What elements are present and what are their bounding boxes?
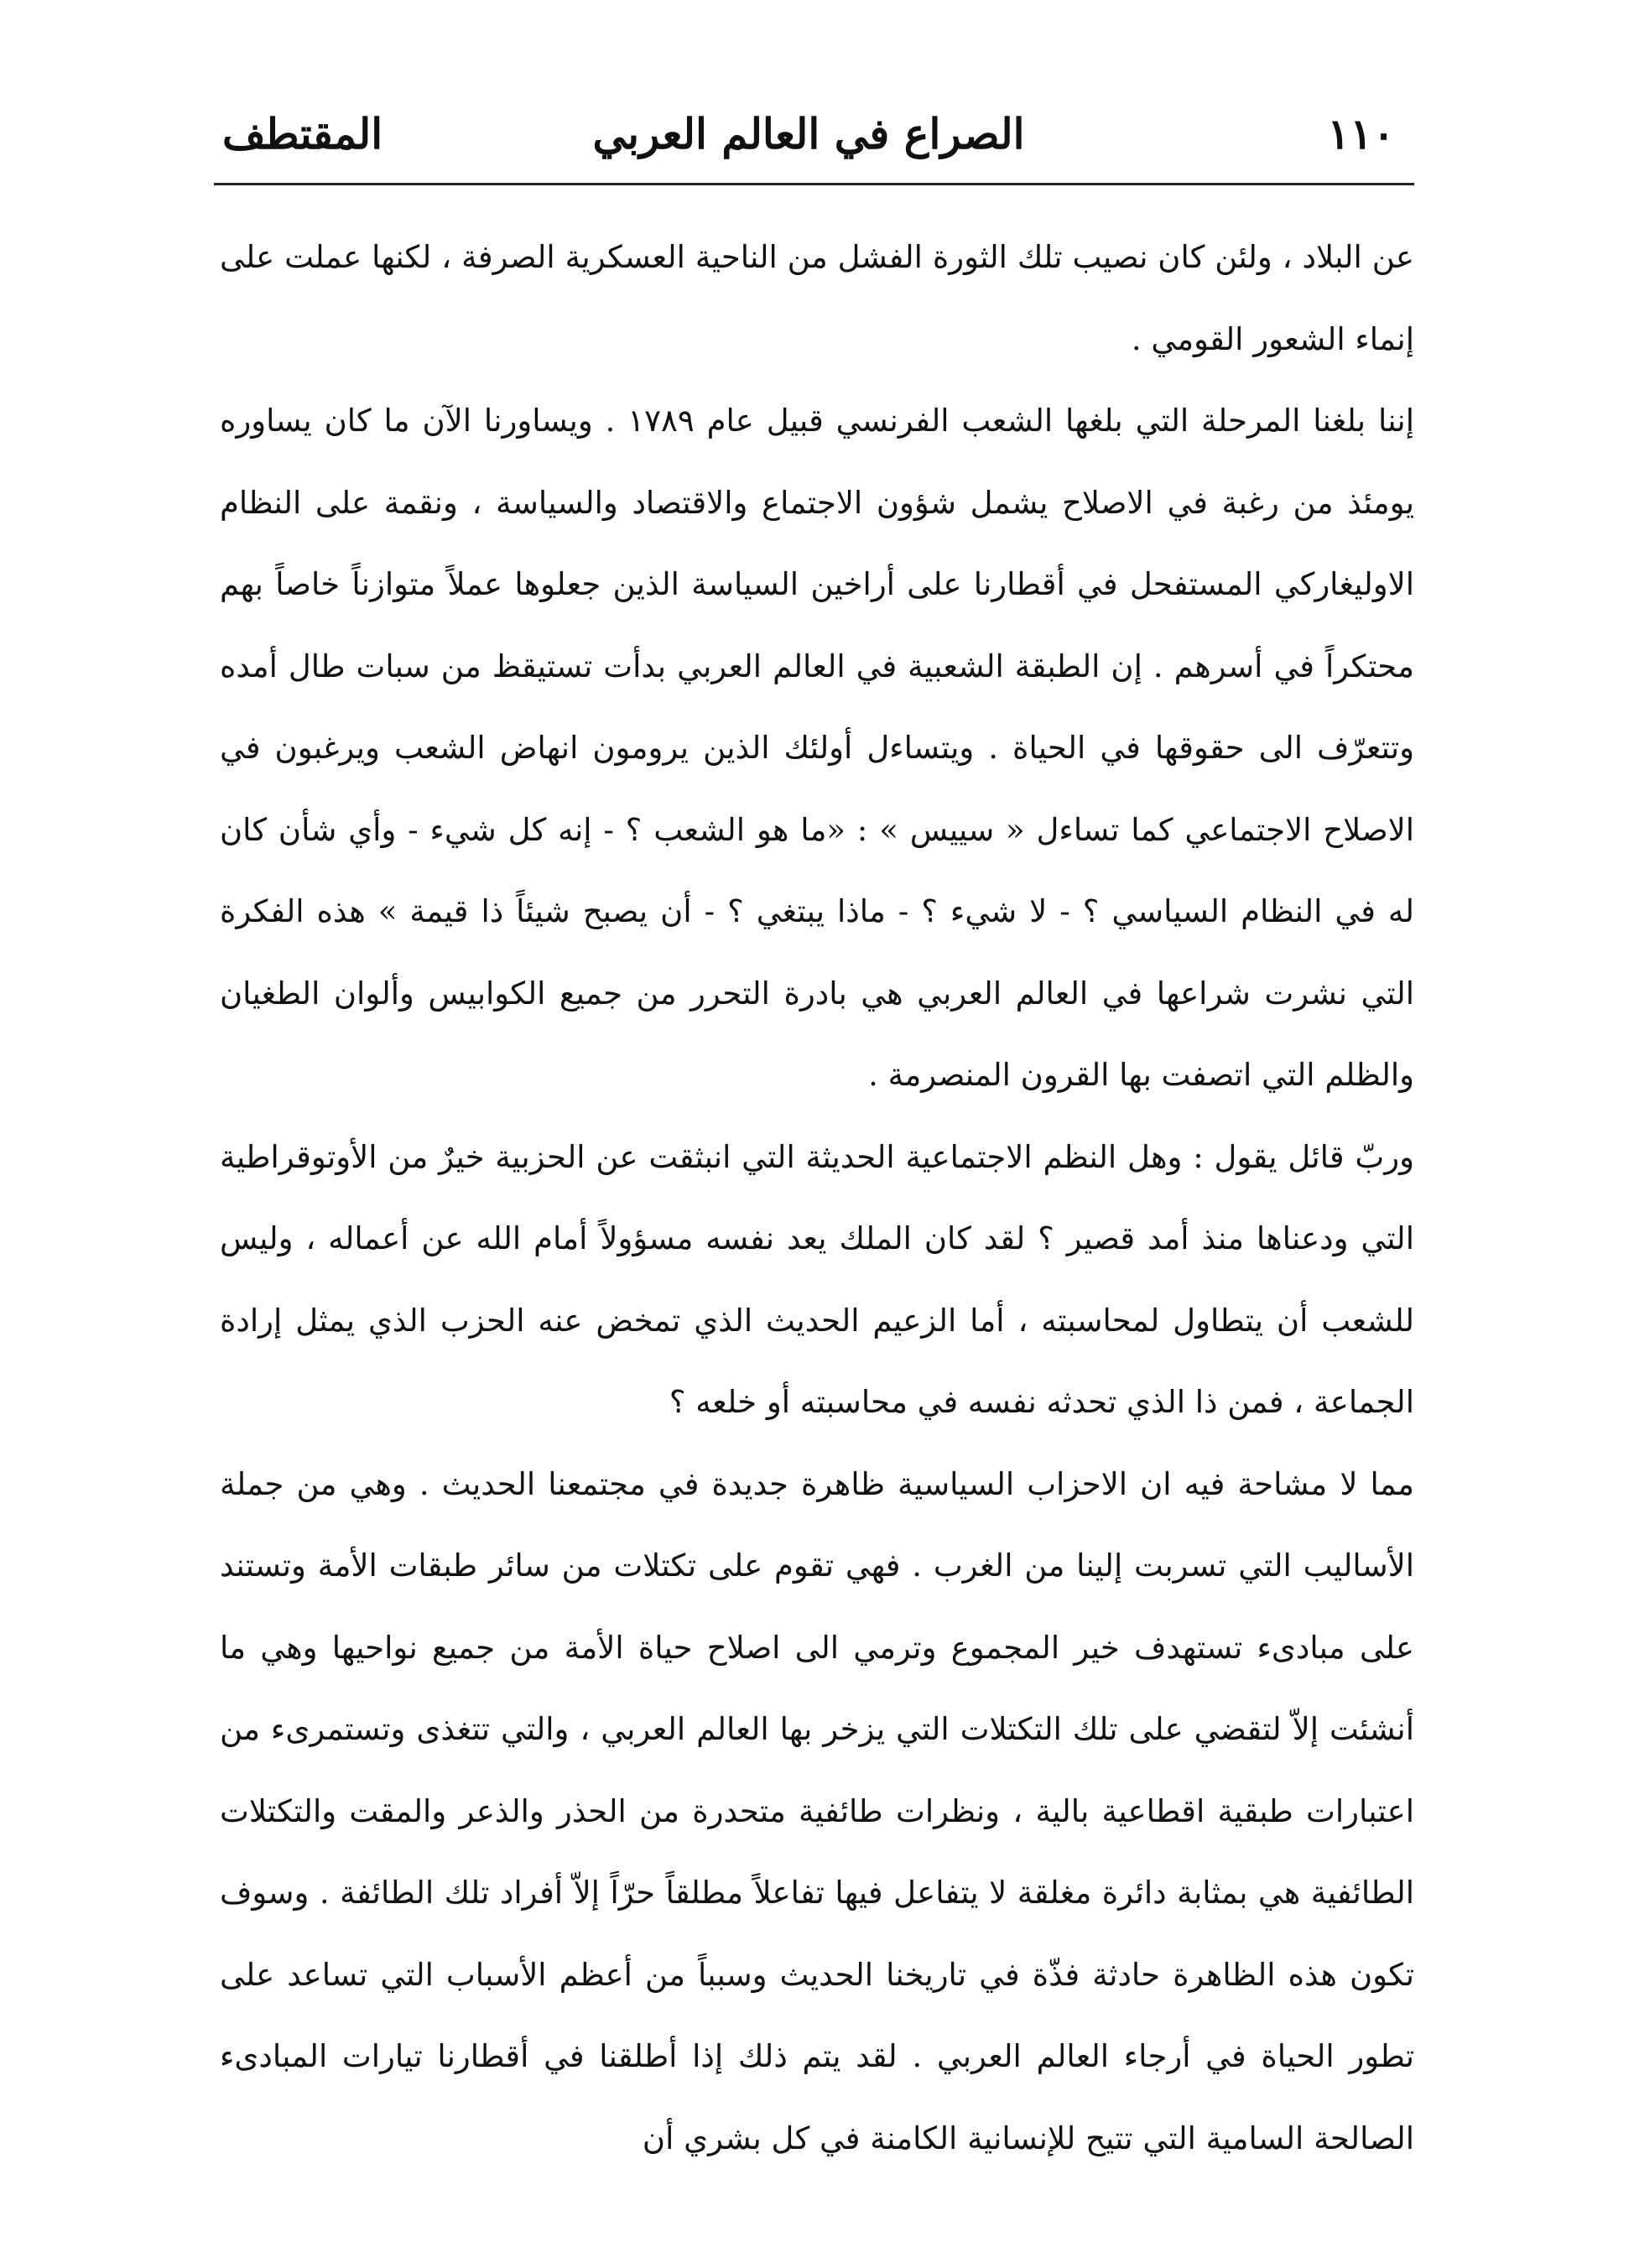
paragraph-3: وربّ قائل يقول : وهل النظم الاجتماعية الحديثة التي انبثقت عن الحزبية خيرٌ من الأوتوقراطية التي ودعناها منذ أمد قصير ؟ لقد كان الملك يعد نفسه مسؤولاً أمام الله عن أعماله ، وليس للشعب أن يتطاول لمحاسبته ، أما الزعيم الحديث الذي تمخض عنه الحزب الذي يمثل إرادة الجماعة ، فمن ذا الذي تحدثه نفسه في محاسبته أو خلعه ؟ [220,1138,1414,1420]
header-rule [214,183,1414,185]
page-number: ١١٠ [1327,109,1395,159]
paragraph-4: مما لا مشاحة فيه ان الاحزاب السياسية ظاهرة جديدة في مجتمعنا الحديث . وهي من جملة الأساليب التي تسربت إلينا من الغرب . فهي تقوم على تكتلات من سائر طبقات الأمة وتستند على مبادىء تستهدف خير المجموع وترمي الى اصلاح حياة الأمة من جميع نواحيها وهي ما أنشئت إلاّ لتقضي على تلك التكتلات التي يزخر بها العالم العربي ، والتي تتغذى وتستمرىء من اعتبارات طبقية اقطاعية بالية ، ونظرات طائفية متحدرة من الحذر والذعر والمقت والتكتلات الطائفية هي بمثابة دائرة مغلقة لا يتفاعل فيها تفاعلاً مطلقاً حرّاً إلاّ أفراد تلك الطائفة . وسوف تكون هذه الظاهرة حادثة فذّة في تاريخنا الحديث وسبباً من أعظم الأسباب التي تساعد على تطور الحياة في أرجاء العالم العربي . لقد يتم ذلك إذا أطلقنا في أقطارنا تيارات المبادىء الصالحة السامية التي تتيح للإنسانية الكامنة في كل بشري أن [220,1465,1414,2156]
article-body [220,216,1414,2179]
running-header [222,101,1395,176]
chapter-title: الصراع في العالم العربي [592,109,1025,159]
journal-title: المقتطف [222,109,383,159]
paragraph-1: عن البلاد ، ولئن كان نصيب تلك الثورة الفشل من الناحية العسكرية الصرفة ، لكنها عملت على إنماء الشعور القومي . [220,239,1414,357]
paragraph-2: إننا بلغنا المرحلة التي بلغها الشعب الفرنسي قبيل عام ١٧٨٩ . ويساورنا الآن ما كان يساوره يومئذ من رغبة في الاصلاح يشمل شؤون الاجتماع والاقتصاد والسياسة ، ونقمة على النظام الاوليغاركي المستفحل في أقطارنا على أراخين السياسة الذين جعلوها عملاً متوازناً خاصاً بهم محتكراً في أسرهم . إن الطبقة الشعبية في العالم العربي بدأت تستيقظ من سبات طال أمده وتتعرّف الى حقوقها في الحياة . ويتساءل أولئك الذين يرومون انهاض الشعب ويرغبون في الاصلاح الاجتماعي كما تساءل « سييس » : «ما هو الشعب ؟ - إنه كل شيء - وأي شأن كان له في النظام السياسي ؟ - لا شيء ؟ - ماذا يبتغي ؟ - أن يصبح شيئاً ذا قيمة » هذه الفكرة التي نشرت شراعها في العالم العربي هي بادرة التحرر من جميع الكوابيس وألوان الطغيان والظلم التي اتصفت بها القرون المنصرمة . [220,403,1414,1093]
